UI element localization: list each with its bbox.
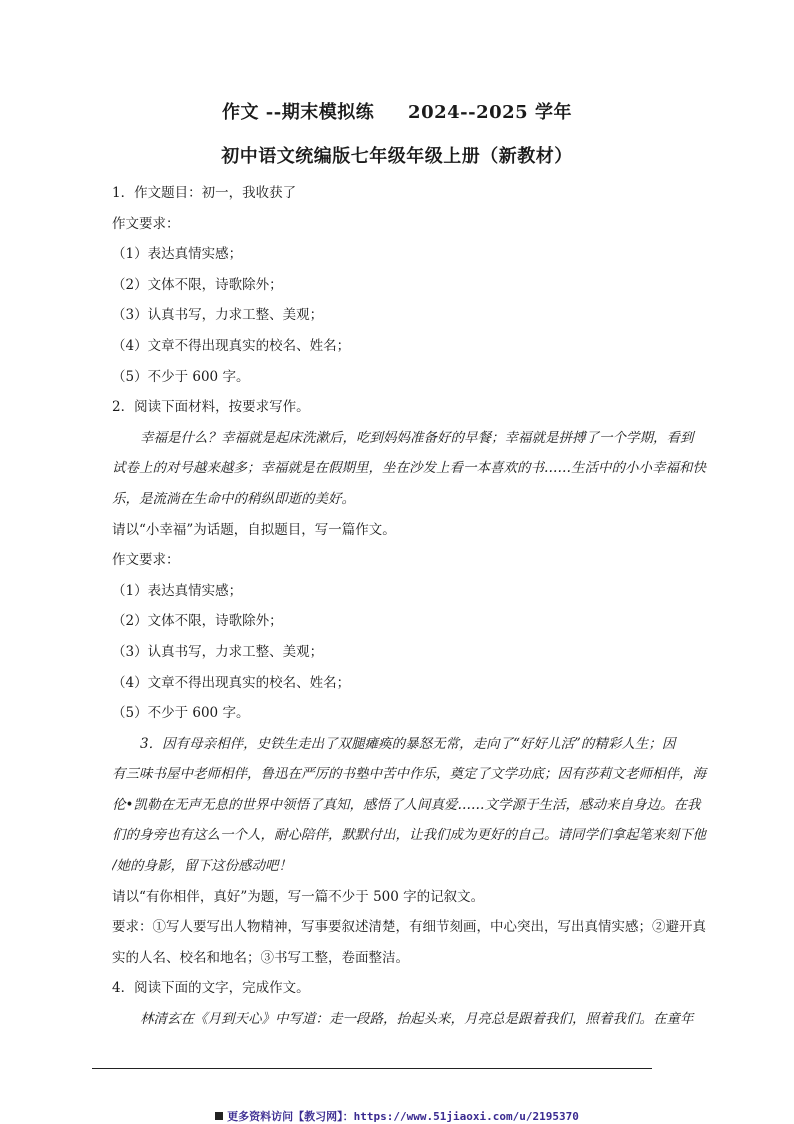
text-line: （1）表达真情实感； xyxy=(112,582,243,599)
text-line: 们的身旁也有这么一个人，耐心陪伴，默默付出，让我们成为更好的自己。请同学们拿起笔来刻下他 xyxy=(112,827,706,844)
text-line: 伦•凯勒在无声无息的世界中领悟了真知，感悟了人间真爱……文学源于生活，感动来自身边。在我 xyxy=(112,796,701,813)
text-line: 试卷上的对号越来越多；幸福就是在假期里，坐在沙发上看一本喜欢的书……生活中的小小幸福和快 xyxy=(112,460,706,477)
text-line: 4．阅读下面的文字，完成作文。 xyxy=(112,980,310,997)
text-line: 要求：①写人要写出人物精神，写事要叙述清楚，有细节刻画，中心突出，写出真情实感；②避开真 xyxy=(112,919,706,936)
document-body xyxy=(112,178,712,1035)
text-line: 作文要求： xyxy=(112,215,180,232)
text-line: 作文要求： xyxy=(112,552,180,569)
text-line: 3．因有母亲相伴，史铁生走出了双腿瘫痪的暴怒无常，走向了“好好儿活”的精彩人生；因 xyxy=(140,735,676,752)
document-title: 作文 --期末模拟练 2024--2025 学年 xyxy=(222,102,572,123)
footer-divider xyxy=(92,1068,652,1069)
text-line: （4）文章不得出现真实的校名、姓名； xyxy=(112,337,351,354)
text-line: 请以“有你相伴，真好”为题，写一篇不少于 500 字的记叙文。 xyxy=(112,888,485,905)
text-line: 林清玄在《月到天心》中写道：走一段路，抬起头来，月亮总是跟着我们，照着我们。在童年 xyxy=(140,1011,694,1028)
text-line: （2）文体不限，诗歌除外； xyxy=(112,276,283,293)
flag-icon xyxy=(215,1112,223,1120)
text-line: （5）不少于 600 字。 xyxy=(112,368,250,385)
text-line: （3）认真书写，力求工整、美观； xyxy=(112,643,324,660)
document-subtitle: 初中语文统编版七年级年级上册（新教材） xyxy=(221,146,573,167)
text-line: （3）认真书写，力求工整、美观； xyxy=(112,307,324,324)
text-line: （1）表达真情实感； xyxy=(112,246,243,263)
text-line: （2）文体不限，诗歌除外； xyxy=(112,613,283,630)
text-line: 乐，是流淌在生命中的稍纵即逝的美好。 xyxy=(112,490,355,507)
footer-text: 更多资料访问【教习网】：https://www.51jiaoxi.com/u/2195370 xyxy=(227,1110,579,1123)
text-line: （5）不少于 600 字。 xyxy=(112,705,250,722)
text-line: 请以“小幸福”为话题，自拟题目，写一篇作文。 xyxy=(112,521,396,538)
text-line: 有三味书屋中老师相伴，鲁迅在严厉的书塾中苦中作乐，奠定了文学功底；因有莎莉文老师相伴，海 xyxy=(112,766,706,783)
text-line: 幸福是什么？幸福就是起床洗漱后，吃到妈妈准备好的早餐；幸福就是拼搏了一个学期，看到 xyxy=(140,429,694,446)
text-line: /她的身影，留下这份感动吧！ xyxy=(112,858,293,875)
text-line: 2．阅读下面材料，按要求写作。 xyxy=(112,399,310,416)
footer-link[interactable] xyxy=(0,1108,794,1124)
text-line: 实的人名、校名和地名；③书写工整，卷面整洁。 xyxy=(112,949,409,966)
text-line: 1．作文题目：初一，我收获了 xyxy=(112,185,297,201)
text-line: （4）文章不得出现真实的校名、姓名； xyxy=(112,674,351,691)
